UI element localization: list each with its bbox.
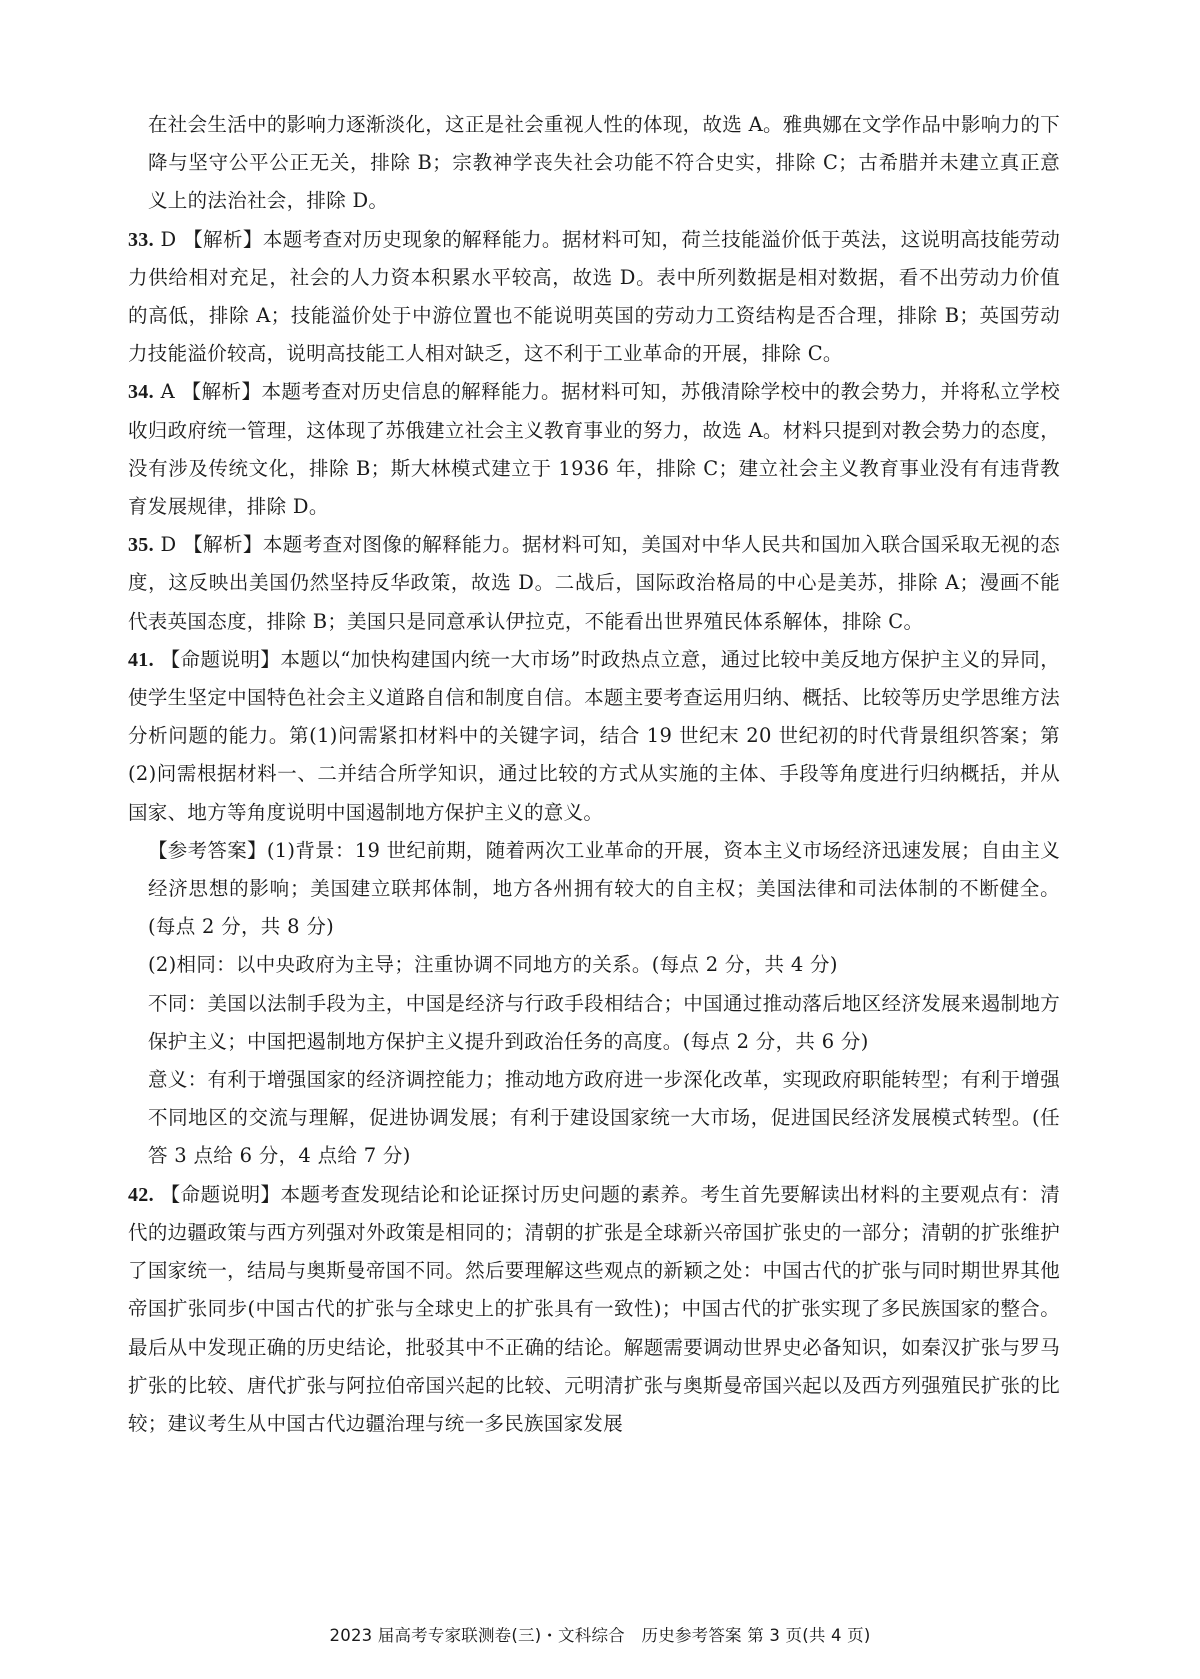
question-42 [128,1176,1060,1443]
answer-content [128,106,1060,1443]
question-analysis: D 【解析】本题考查对图像的解释能力。据材料可知，美国对中华人民共和国加入联合国采取无视的态度，这反映出美国仍然坚持反华政策，故选 D。二战后，国际政治格局的中心是美苏，排除 A；漫画不能代表英国态度，排除 B；美国只是同意承认伊拉克，不能看出世界殖民体系解体，排除 C。 [128,533,1061,633]
question-explanation: 【命题说明】本题以“加快构建国内统一大市场”时政热点立意，通过比较中美反地方保护主义的异同，使学生坚定中国特色社会主义道路自信和制度自信。本题主要考查运用归纳、概括、比较等历史学思维方法分析问题的能力。第(1)问需紧扣材料中的关键字词，结合 19 世纪末 20 世纪初的时代背景组织答案；第(2)问需根据材料一、二并结合所学知识，通过比较的方式从实施的主体、手段等角度进行归纳概括，并从国家、地方等角度说明中国遏制地方保护主义的意义。 [128,647,1060,824]
q32-continuation: 在社会生活中的影响力逐渐淡化，这正是社会重视人性的体现，故选 A。雅典娜在文学作品中影响力的下降与坚守公平公正无关，排除 B；宗教神学丧失社会功能不符合史实，排除 C；古希腊并未建立真正意义上的法治社会，排除 D。 [148,113,1060,213]
question-33 [128,221,1060,374]
question-number: 35. [128,534,154,557]
question-analysis: D 【解析】本题考查对历史现象的解释能力。据材料可知，荷兰技能溢价低于英法，这说明高技能劳动力供给相对充足，社会的人力资本积累水平较高，故选 D。表中所列数据是相对数据，看不出劳动力价值的高低，排除 A；技能溢价处于中游位置也不能说明英国的劳动力工资结构是否合理，排除 B；英国劳动力技能溢价较高，说明高技能工人相对缺乏，这不利于工业革命的开展，排除 C。 [128,227,1061,366]
question-number: 41. [128,648,154,671]
reference-answer-1: 【参考答案】(1)背景：19 世纪前期，随着两次工业革命的开展，资本主义市场经济迅速发展；自由主义经济思想的影响；美国建立联邦体制，地方各州拥有较大的自主权；美国法律和司法体制的不断健全。(每点 2 分，共 8 分) [148,838,1060,939]
question-analysis: A 【解析】本题考查对历史信息的解释能力。据材料可知，苏俄清除学校中的教会势力，并将私立学校收归政府统一管理，这体现了苏俄建立社会主义教育事业的努力，故选 A。材料只提到对教会势力的态度，没有涉及传统文化，排除 B；斯大林模式建立于 1936 年，排除 C；建立社会主义教育事业没有有违背教育发展规律，排除 D。 [128,380,1060,519]
reference-answer-2-diff: 不同：美国以法制手段为主，中国是经济与行政手段相结合；中国通过推动落后地区经济发展来遏制地方保护主义；中国把遏制地方保护主义提升到政治任务的高度。(每点 2 分，共 6 分) [148,991,1060,1053]
question-number: 33. [128,228,154,251]
reference-answer-2-same: (2)相同：以中央政府为主导；注重协调不同地方的关系。(每点 2 分，共 4 分) [148,953,838,977]
question-35 [128,526,1060,641]
question-explanation: 【命题说明】本题考查发现结论和论证探讨历史问题的素养。考生首先要解读出材料的主要观点有：清代的边疆政策与西方列强对外政策是相同的；清朝的扩张是全球新兴帝国扩张史的一部分；清朝的扩张维护了国家统一，结局与奥斯曼帝国不同。然后要理解这些观点的新颖之处：中国古代的扩张与同时期世界其他帝国扩张同步(中国古代的扩张与全球史上的扩张具有一致性)；中国古代的扩张实现了多民族国家的整合。最后从中发现正确的历史结论，批驳其中不正确的结论。解题需要调动世界史必备知识，如秦汉扩张与罗马扩张的比较、唐代扩张与阿拉伯帝国兴起的比较、元明清扩张与奥斯曼帝国兴起以及西方列强殖民扩张的比较；建议考生从中国古代边疆治理与统一多民族国家发展 [128,1182,1060,1435]
question-number: 42. [128,1183,154,1206]
question-number: 34. [128,381,154,404]
question-34 [128,373,1060,526]
reference-answer-2-meaning: 意义：有利于增强国家的经济调控能力；推动地方政府进一步深化改革，实现政府职能转型；有利于增强不同地区的交流与理解，促进协调发展；有利于建设国家统一大市场，促进国民经济发展模式转型。(任答 3 点给 6 分，4 点给 7 分) [148,1068,1060,1168]
page-footer: 2023 届高考专家联测卷(三)・文科综合 历史参考答案 第 3 页(共 4 页) [329,1626,871,1645]
question-41 [128,641,1060,1176]
